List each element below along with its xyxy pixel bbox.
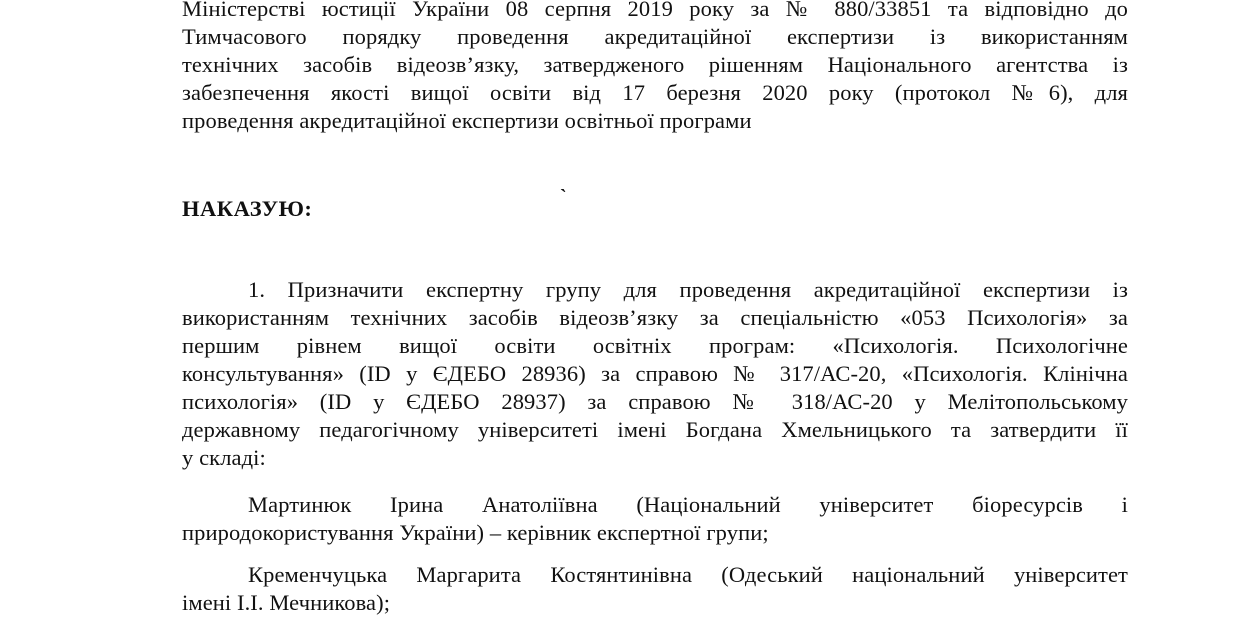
- order-item-1: [182, 276, 1128, 472]
- item-line: використанням технічних засобів відеозв’язку за спеціальністю «053 Психологія» за: [182, 305, 1128, 330]
- member-line: Кременчуцька Маргарита Костянтинівна (Одеський національний університет: [248, 562, 1128, 587]
- expert-member-1: [182, 491, 1128, 547]
- intro-line: проведення акредитаційної експертизи освітньої програми: [182, 108, 752, 133]
- item-line: консультування» (ID у ЄДЕБО 28936) за справою № 317/АС-20, «Психологія. Клінічна: [182, 361, 1128, 386]
- item-line: психологія» (ID у ЄДЕБО 28937) за справою № 318/АС-20 у Мелітопольському: [182, 389, 1128, 414]
- item-line: державному педагогічному університеті імені Богдана Хмельницького та затвердити її: [182, 417, 1128, 442]
- item-line: першим рівнем вищої освіти освітніх програм: «Психологія. Психологічне: [182, 333, 1128, 358]
- item-line: 1. Призначити експертну групу для проведення акредитаційної експертизи із: [248, 277, 1128, 302]
- member-line: імені І.І. Мечникова);: [182, 590, 391, 615]
- intro-line: Міністерстві юстиції України 08 серпня 2019 року за № 880/33851 та відповідно до: [182, 0, 1128, 21]
- intro-paragraph: [182, 0, 1128, 135]
- intro-line: технічних засобів відеозв’язку, затвердженого рішенням Національного агентства із: [182, 52, 1128, 77]
- expert-member-2: [182, 561, 1128, 617]
- item-line: у складі:: [182, 445, 266, 470]
- intro-line: Тимчасового порядку проведення акредитаційної експертизи із використанням: [182, 24, 1128, 49]
- member-line: природокористування України) – керівник експертної групи;: [182, 520, 769, 545]
- intro-line: забезпечення якості вищої освіти від 17 березня 2020 року (протокол №6), для: [182, 80, 1128, 105]
- order-heading: НАКАЗУЮ:: [182, 196, 313, 221]
- stray-mark: `: [560, 186, 567, 208]
- member-line: Мартинюк Ірина Анатоліївна (Національний університет біоресурсів і: [248, 492, 1128, 517]
